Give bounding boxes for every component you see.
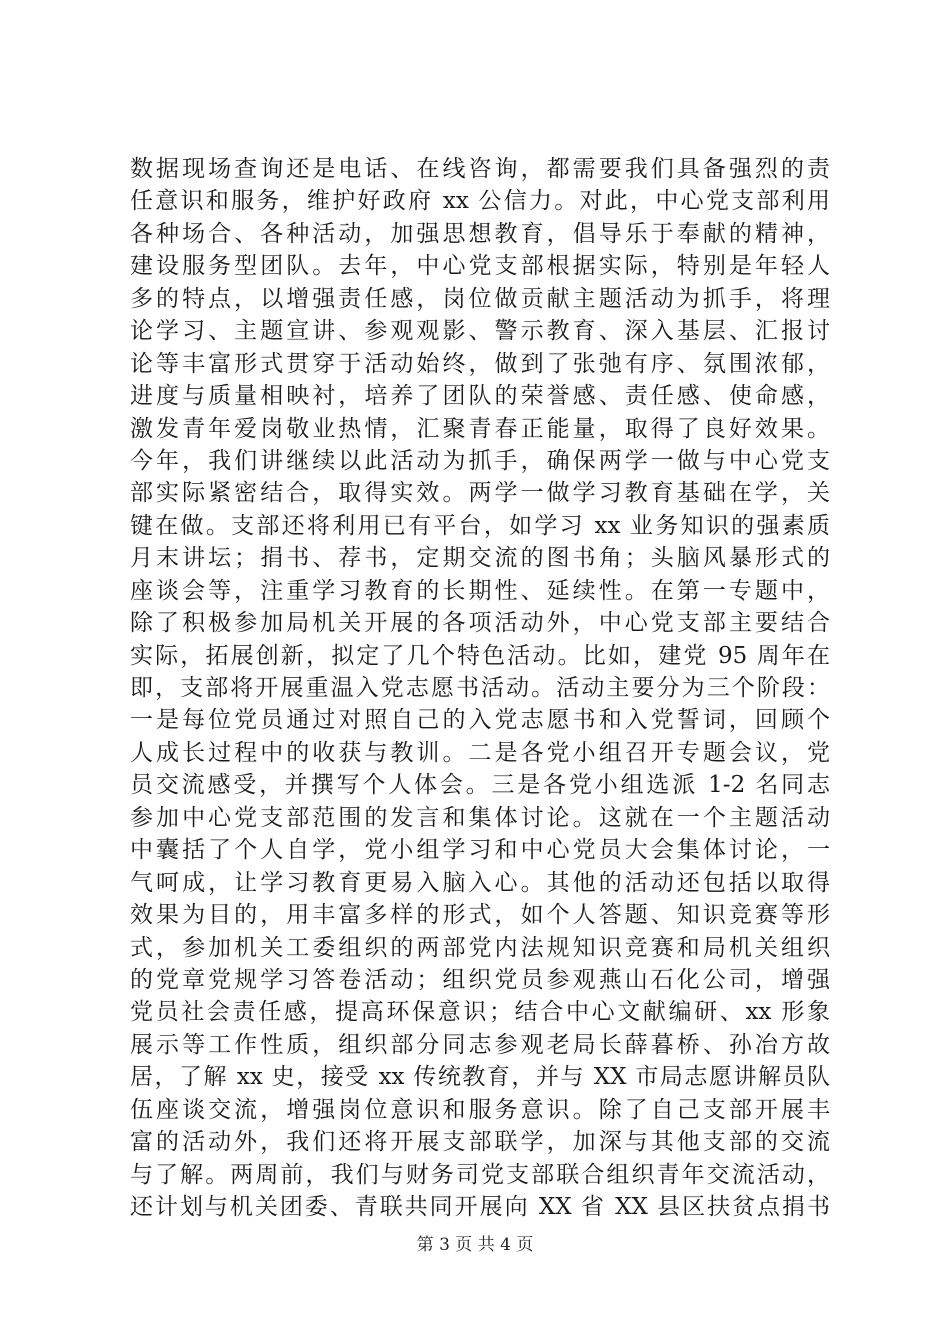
text-line: 座谈会等，注重学习教育的长期性、延续性。在第一专题中， xyxy=(130,577,830,604)
text-line: 富的活动外，我们还将开展支部联学，加深与其他支部的交流 xyxy=(130,1129,830,1156)
text-line: 数据现场查询还是电话、在线咨询，都需要我们具备强烈的责 xyxy=(130,156,830,182)
text-line: 任意识和服务，维护好政府 xx 公信力。对此，中心党支部利用 xyxy=(130,188,830,215)
text-line: 展示等工作性质，组织部分同志参观老局长薛暮桥、孙冶方故 xyxy=(130,1031,830,1058)
text-line: 与了解。两周前，我们与财务司党支部联合组织青年交流活动， xyxy=(130,1161,830,1188)
text-line: 建设服务型团队。去年，中心党支部根据实际，特别是年轻人 xyxy=(130,253,830,280)
text-line: 除了积极参加局机关开展的各项活动外，中心党支部主要结合 xyxy=(130,610,830,637)
text-line: 键在做。支部还将利用已有平台，如学习 xx 业务知识的强素质 xyxy=(130,512,830,539)
text-line: 参加中心党支部范围的发言和集体讨论。这就在一个主题活动 xyxy=(130,804,830,831)
text-line: 今年，我们讲继续以此活动为抓手，确保两学一做与中心党支 xyxy=(130,447,830,474)
text-line: 还计划与机关团委、青联共同开展向 XX 省 XX 县区扶贫点捐书 xyxy=(130,1194,830,1220)
text-line: 实际，拓展创新，拟定了几个特色活动。比如，建党 95 周年在 xyxy=(130,642,830,669)
body-text xyxy=(130,153,830,1223)
text-line: 气呵成，让学习教育更易入脑入心。其他的活动还包括以取得 xyxy=(130,869,830,896)
text-line: 即，支部将开展重温入党志愿书活动。活动主要分为三个阶段： xyxy=(130,675,830,701)
text-line: 党员社会责任感，提高环保意识；结合中心文献编研、xx 形象 xyxy=(130,999,830,1026)
text-line: 进度与质量相映衬，培养了团队的荣誉感、责任感、使命感， xyxy=(130,383,830,410)
text-line: 伍座谈交流，增强岗位意识和服务意识。除了自己支部开展丰 xyxy=(130,1096,830,1123)
text-line: 式，参加机关工委组织的两部党内法规知识竞赛和局机关组织 xyxy=(130,934,830,961)
text-line: 论学习、主题宣讲、参观观影、警示教育、深入基层、汇报讨 xyxy=(130,318,830,345)
text-line: 论等丰富形式贯穿于活动始终，做到了张弛有序、氛围浓郁， xyxy=(130,350,830,377)
text-line: 人成长过程中的收获与教训。二是各党小组召开专题会议，党 xyxy=(130,739,830,766)
text-line: 多的特点，以增强责任感，岗位做贡献主题活动为抓手，将理 xyxy=(130,285,830,312)
text-line: 激发青年爱岗敬业热情，汇聚青春正能量，取得了良好效果。 xyxy=(130,415,830,442)
text-line: 效果为目的，用丰富多样的形式，如个人答题、知识竞赛等形 xyxy=(130,902,830,929)
text-line: 的党章党规学习答卷活动；组织党员参观燕山石化公司，增强 xyxy=(130,966,830,993)
text-line: 月末讲坛；捐书、荐书，定期交流的图书角；头脑风暴形式的 xyxy=(130,545,830,572)
text-line: 居，了解 xx 史，接受 xx 传统教育，并与 XX 市局志愿讲解员队 xyxy=(130,1064,830,1091)
text-line: 员交流感受，并撰写个人体会。三是各党小组选派 1-2 名同志 xyxy=(130,772,830,799)
page-number-footer: 第 3 页 共 4 页 xyxy=(416,1235,534,1255)
text-line: 中囊括了个人自学，党小组学习和中心党员大会集体讨论，一 xyxy=(130,837,830,864)
text-line: 部实际紧密结合，取得实效。两学一做学习教育基础在学，关 xyxy=(130,480,830,507)
text-line: 一是每位党员通过对照自己的入党志愿书和入党誓词，回顾个 xyxy=(130,707,830,734)
text-line: 各种场合、各种活动，加强思想教育，倡导乐于奉献的精神， xyxy=(130,220,830,247)
